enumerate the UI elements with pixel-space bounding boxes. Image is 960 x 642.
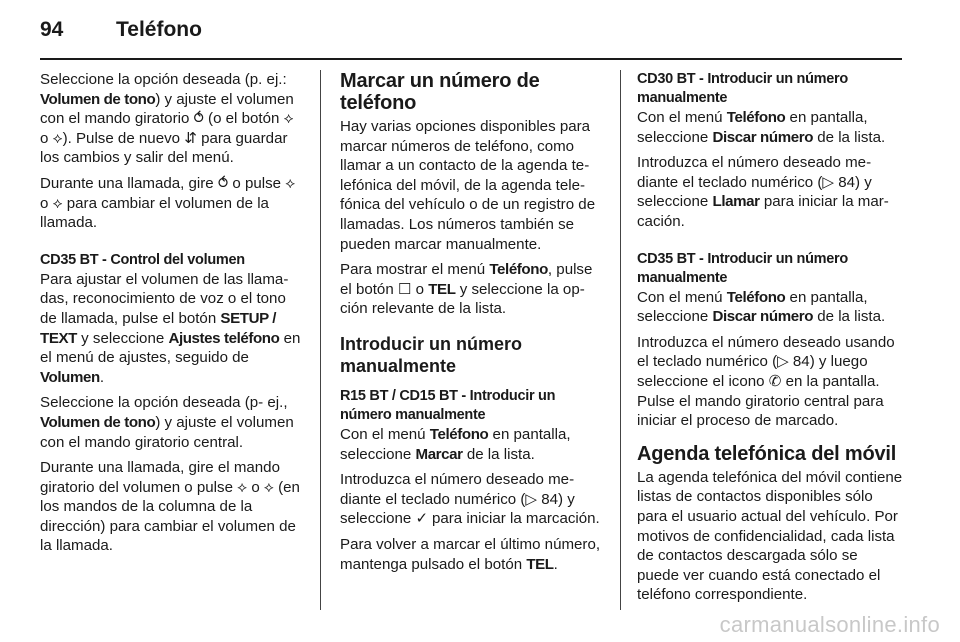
page-number: 94 <box>40 18 64 41</box>
heading-cd30: CD30 BT - Introducir un número manualmente <box>637 71 848 106</box>
header-rule <box>40 58 902 60</box>
page-title: Teléfono <box>116 18 202 41</box>
heading-cd35: CD35 BT - Introducir un número manualmente <box>637 250 848 286</box>
paragraph-r15-enter-number: Introduzca el número deseado mediante el teclado numérico (▷ 84) y seleccione ✓ para iniciar la marcación. <box>340 471 600 528</box>
paragraph-select-option: Seleccione la opción deseada (p. ej.: Volumen de tono) y ajuste el volumen con el mando giratorio ⥀ (o el botón ⟡ o ⟡). Pulse de nuevo ⇵ para guardar los cambios y salir del menú. <box>40 71 294 167</box>
paragraph-cd30-select: Con el menú Teléfono en pantalla, seleccione Discar número de la lista. <box>637 109 886 146</box>
heading-r15-cd15: R15 BT / CD15 BT - Introducir un número manualmente <box>340 387 556 423</box>
heading-dial-number: Marcar un número de teléfono <box>340 70 540 114</box>
paragraph-during-call: Durante una llamada, gire ⥀ o pulse ⟡ o ⟡ para cambiar el volumen de la llamada. <box>40 174 296 232</box>
paragraph-r15-select-dial: Con el menú Teléfono en pantalla, seleccione Marcar de la lista. <box>340 425 571 463</box>
column-middle <box>340 70 606 580</box>
paragraph-cd35-enter-number: Introduzca el número deseado usando el teclado numérico (▷ 84) y luego seleccione el icono ✆ en la pantalla. Pulse el mando giratorio central para iniciar el proceso de marcado. <box>637 333 895 430</box>
paragraph-redial: Para volver a marcar el último número, mantenga pulsado el botón TEL. <box>340 535 601 573</box>
paragraph-cd30-enter-number: Introduzca el número deseado mediante el teclado numérico (▷ 84) y seleccione Llamar para iniciar la marcación. <box>637 154 889 230</box>
paragraph-phonebook: La agenda telefónica del móvil contiene listas de contactos disponibles sólo para el usuario actual del vehículo. Por motivos de confidencialidad, cada lista de contactos descargada sólo se puede ver cuando está conectado el teléfono correspondiente. <box>637 468 903 604</box>
paragraph-dial-options: Hay varias opciones disponibles para marcar números de teléfono, como llamar a un contacto de la agenda telefónica del móvil, de la agenda telefónica del vehículo o de un registro de llamadas. Los números también se pueden marcar manualmente. <box>340 118 596 253</box>
paragraph-show-phone-menu: Para mostrar el menú Teléfono, pulse el botón ☐ o TEL y seleccione la opción relevante de la lista. <box>340 261 593 318</box>
column-left <box>40 70 306 562</box>
column-divider-2 <box>620 70 621 610</box>
paragraph-during-call-2: Durante una llamada, gire el mando giratorio del volumen o pulse ⟡ o ⟡ (en los mandos de la columna de la dirección) para cambiar el volumen de la llamada. <box>40 459 300 555</box>
column-right <box>637 70 903 611</box>
watermark: carmanualsonline.info <box>719 612 940 637</box>
paragraph-adjust-volume: Para ajustar el volumen de las llamadas, reconocimiento de voz o el tono de llamada, pulse el botón SETUP / TEXT y seleccione Ajustes teléfono en el menú de ajustes, seguido de Volumen. <box>40 270 301 386</box>
heading-phonebook: Agenda telefónica del móvil <box>637 442 897 465</box>
heading-enter-number-manually: Introducir un número manualmente <box>340 333 522 376</box>
paragraph-select-option-2: Seleccione la opción deseada (p- ej., Volumen de tono) y ajuste el volumen con el mando giratorio central. <box>40 394 294 451</box>
heading-cd35-volume: CD35 BT - Control del volumen <box>40 251 245 268</box>
column-divider <box>320 70 321 610</box>
paragraph-cd35-select: Con el menú Teléfono en pantalla, seleccione Discar número de la lista. <box>637 288 886 326</box>
check-icon: ✓ <box>415 510 428 528</box>
